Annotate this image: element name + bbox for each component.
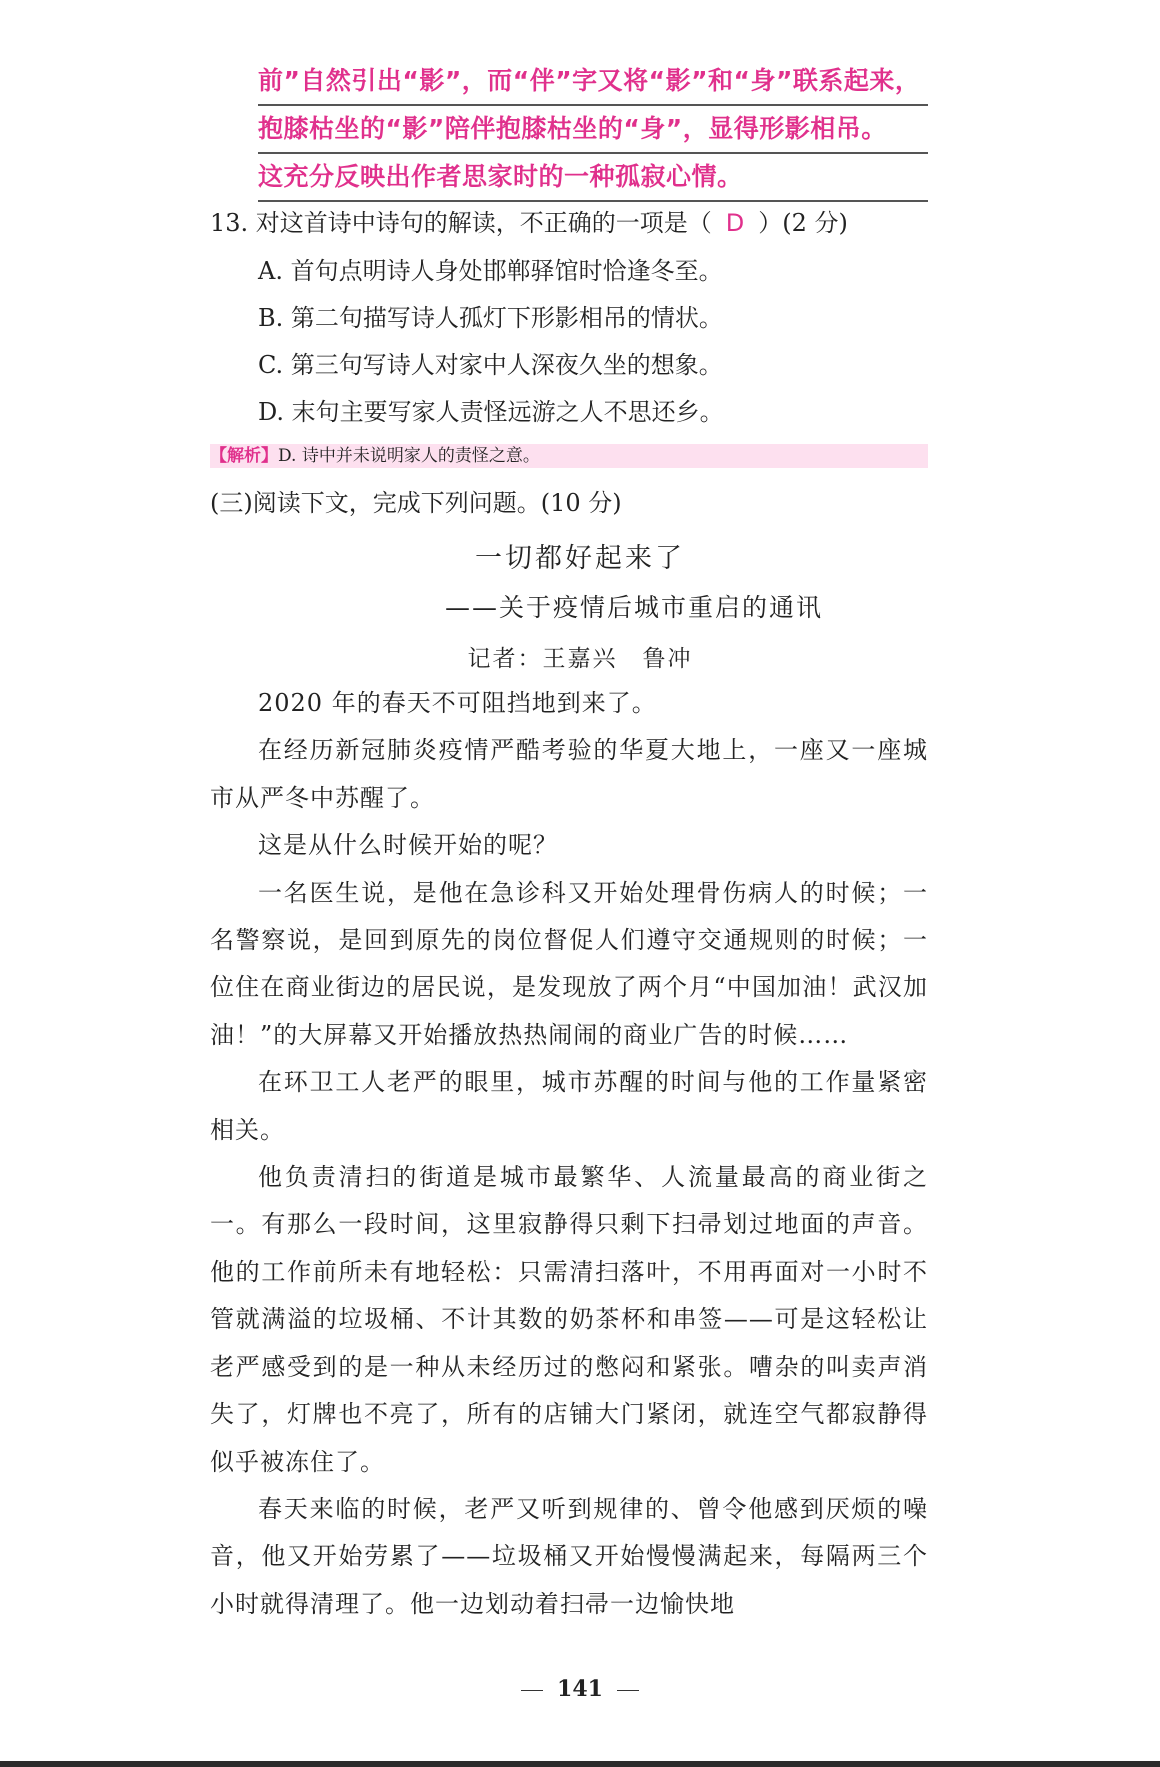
answer-line: 这充分反映出作者思家时的一种孤寂心情。 <box>258 154 928 202</box>
answer-line: 前”自然引出“影”，而“伴”字又将“影”和“身”联系起来， <box>258 58 928 106</box>
analysis-text: D. 诗中并未说明家人的责怪之意。 <box>278 446 540 466</box>
question-13-suffix: ）(2 分) <box>758 209 848 237</box>
paragraph: 他负责清扫的街道是城市最繁华、人流量最高的商业街之一。有那么一段时间，这里寂静得只剩下扫帚划过地面的声音。他的工作前所未有地轻松：只需清扫落叶，不用再面对一小时不管就满溢的垃圾桶、不计其数的奶茶杯和串签——可是这轻松让老严感受到的是一种从未经历过的憋闷和紧张。嘈杂的叫卖声消失了，灯牌也不亮了，所有的店铺大门紧闭，就连空气都寂静得似乎被冻住了。 <box>210 1163 928 1476</box>
question-13-prefix: 13. 对这首诗中诗句的解读，不正确的一项是（ <box>210 209 712 237</box>
page-number-value: 141 <box>557 1676 603 1702</box>
paragraph: 在环卫工人老严的眼里，城市苏醒的时间与他的工作量紧密相关。 <box>210 1068 928 1144</box>
page-number-dash <box>617 1690 639 1691</box>
article-subtitle: ——关于疫情后城市重启的通讯 <box>445 593 824 622</box>
article-title: 一切都好起来了 <box>475 543 685 574</box>
article-reporters: 记者：王嘉兴 鲁冲 <box>467 646 693 672</box>
analysis-box <box>210 444 928 468</box>
option-c: C. 第三句写诗人对家中人深夜久坐的想象。 <box>258 351 723 379</box>
answer-line: 抱膝枯坐的“影”陪伴抱膝枯坐的“身”，显得形影相吊。 <box>258 106 928 154</box>
page-number <box>0 1676 1160 1702</box>
option-d: D. 末句主要写家人责怪远游之人不思还乡。 <box>258 398 724 426</box>
bottom-bar <box>0 1761 1160 1767</box>
page-number-dash <box>521 1690 543 1691</box>
article-body <box>210 680 928 1628</box>
paragraph: 一名医生说，是他在急诊科又开始处理骨伤病人的时候；一名警察说，是回到原先的岗位督促人们遵守交通规则的时候；一位住在商业街边的居民说，是发现放了两个月“中国加油！武汉加油！”的大屏幕又开始播放热热闹闹的商业广告的时候…… <box>210 878 928 1049</box>
paragraph: 2020 年的春天不可阻挡地到来了。 <box>258 689 657 717</box>
option-a: A. 首句点明诗人身处邯郸驿馆时恰逢冬至。 <box>258 257 723 285</box>
question-13 <box>210 206 930 240</box>
answer-explanation <box>258 58 928 202</box>
analysis-tag: 【解析】 <box>210 446 278 466</box>
paragraph: 在经历新冠肺炎疫情严酷考验的华夏大地上，一座又一座城市从严冬中苏醒了。 <box>210 736 928 812</box>
paragraph: 春天来临的时候，老严又听到规律的、曾令他感到厌烦的噪音，他又开始劳累了——垃圾桶又开始慢慢满起来，每隔两三个小时就得清理了。他一边划动着扫帚一边愉快地 <box>210 1494 928 1618</box>
section-heading: (三)阅读下文，完成下列问题。(10 分) <box>210 489 622 517</box>
option-b: B. 第二句描写诗人孤灯下形影相吊的情状。 <box>258 304 723 332</box>
paragraph: 这是从什么时候开始的呢？ <box>258 831 558 860</box>
question-13-answer: D <box>725 209 745 237</box>
